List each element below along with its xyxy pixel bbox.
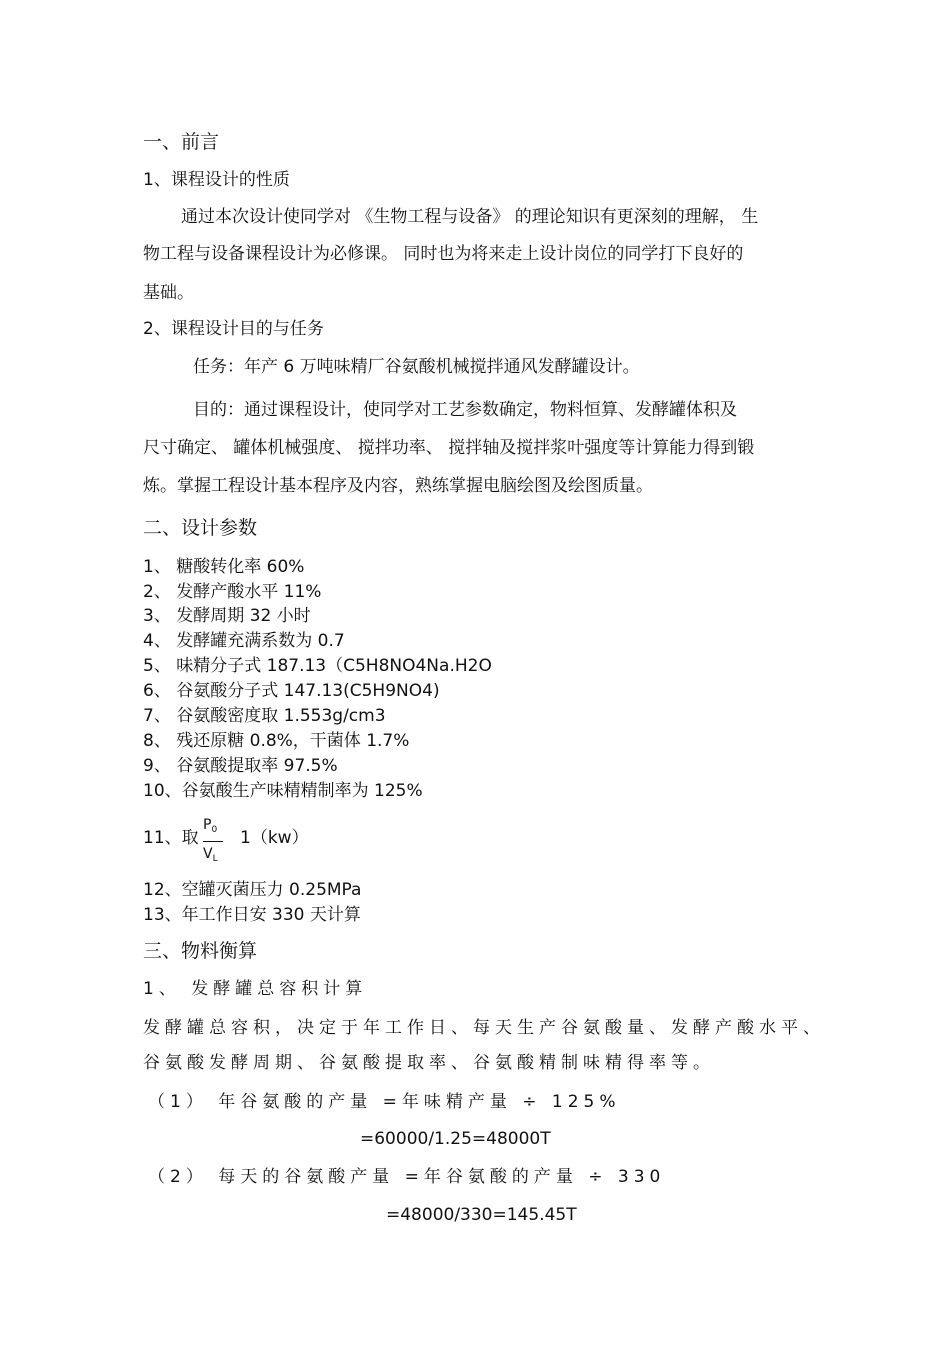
power-volume-fraction bbox=[203, 817, 225, 867]
calc-2-result: =48000/330=145.45T bbox=[386, 1205, 577, 1225]
section1-subheading-2: 2、课程设计目的与任务 bbox=[143, 319, 324, 339]
section3-heading: 三、物料衡算 bbox=[143, 940, 258, 962]
section1-subheading-1: 1、课程设计的性质 bbox=[143, 170, 290, 190]
paragraph-line: 物工程与设备课程设计为必修课。 同时也为将来走上设计岗位的同学打下良好的 bbox=[143, 244, 744, 264]
task-line: 任务：年产 6 万吨味精厂谷氨酸机械搅拌通风发酵罐设计。 bbox=[193, 357, 640, 377]
paragraph-line: 谷氨酸发酵周期、谷氨酸提取率、谷氨酸精制味精得率等。 bbox=[143, 1053, 715, 1073]
param-item: 2、 发酵产酸水平 11% bbox=[143, 582, 322, 602]
paragraph-line: 炼。掌握工程设计基本程序及内容，熟练掌握电脑绘图及绘图质量。 bbox=[143, 476, 653, 496]
calc-1-result: =60000/1.25=48000T bbox=[360, 1129, 551, 1149]
param-item: 1、 糖酸转化率 60% bbox=[143, 557, 305, 577]
param-item: 3、 发酵周期 32 小时 bbox=[143, 606, 311, 626]
param-item: 8、 残还原糖 0.8%，干菌体 1.7% bbox=[143, 731, 410, 751]
param-item: 12、空罐灭菌压力 0.25MPa bbox=[143, 880, 362, 900]
param-item: 5、 味精分子式 187.13（C5H8NO4Na.H2O bbox=[143, 656, 492, 676]
section2-heading: 二、设计参数 bbox=[143, 517, 258, 539]
param-item: 13、年工作日安 330 天计算 bbox=[143, 905, 361, 925]
fraction-numerator: $P_0$ bbox=[203, 817, 218, 835]
paragraph-line: 尺寸确定、 罐体机械强度、 搅拌功率、 搅拌轴及搅拌浆叶强度等计算能力得到锻 bbox=[143, 438, 755, 458]
param-item: 9、 谷氨酸提取率 97.5% bbox=[143, 756, 338, 776]
param-item: 10、谷氨酸生产味精精制率为 125% bbox=[143, 781, 423, 801]
paragraph-line: 基础。 bbox=[143, 283, 194, 303]
param-item-11-prefix: 11、取 bbox=[143, 828, 199, 848]
fraction-denominator: $V_L$ bbox=[203, 846, 218, 864]
fraction-bar bbox=[203, 841, 223, 842]
section1-heading: 一、前言 bbox=[143, 131, 220, 153]
calc-1-label: （1） 年谷氨酸的产量 =年味精产量 ÷ 125% bbox=[148, 1092, 621, 1112]
param-item: 4、 发酵罐充满系数为 0.7 bbox=[143, 631, 345, 651]
param-item: 7、 谷氨酸密度取 1.553g/cm3 bbox=[143, 706, 386, 726]
param-item-11-value: 1（kw） bbox=[240, 828, 309, 848]
paragraph-line: 目的：通过课程设计，使同学对工艺参数确定，物料恒算、发酵罐体积及 bbox=[193, 400, 737, 420]
calc-2-label: （2） 每天的谷氨酸产量 =年谷氨酸的产量 ÷ 330 bbox=[148, 1167, 666, 1187]
section3-subheading-1: 1、 发酵罐总容积计算 bbox=[143, 979, 368, 999]
param-item: 6、 谷氨酸分子式 147.13(C5H9NO4) bbox=[143, 681, 440, 701]
paragraph-line: 发酵罐总容积，决定于年工作日、每天生产谷氨酸量、发酵产酸水平、 bbox=[143, 1018, 825, 1038]
paragraph-line: 通过本次设计使同学对 《生物工程与设备》 的理论知识有更深刻的理解， 生 bbox=[181, 207, 759, 227]
